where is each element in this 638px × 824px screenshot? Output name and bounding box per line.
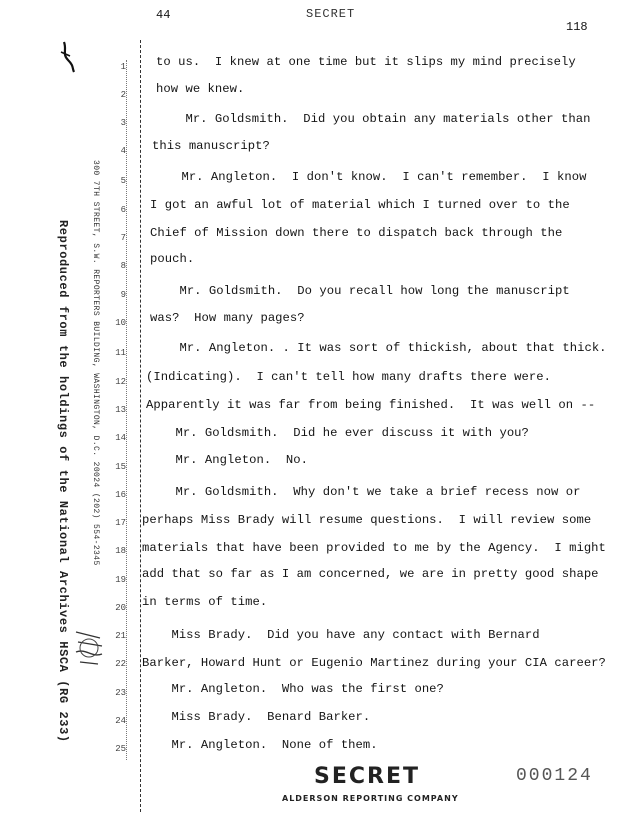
line-number: 19 bbox=[115, 575, 126, 585]
transcript-line: perhaps Miss Brady will resume questions. I will review some bbox=[142, 513, 592, 527]
transcript-line: this manuscript? bbox=[152, 139, 270, 153]
transcript-line: Mr. Goldsmith. Why don't we take a brief recess now or bbox=[146, 485, 581, 499]
secret-stamp: SECRET bbox=[314, 764, 420, 789]
line-number: 20 bbox=[115, 603, 126, 613]
transcript-line: Mr. Angleton. Who was the first one? bbox=[142, 682, 444, 696]
line-number: 5 bbox=[120, 176, 126, 186]
transcript-line: how we knew. bbox=[156, 82, 245, 96]
document-id: 000124 bbox=[516, 766, 593, 786]
line-number: 10 bbox=[115, 318, 126, 328]
transcript-line: Barker, Howard Hunt or Eugenio Martinez during your CIA career? bbox=[142, 656, 606, 670]
transcript-line: I got an awful lot of material which I turned over to the bbox=[150, 198, 570, 212]
transcript-line: Mr. Goldsmith. Did he ever discuss it with you? bbox=[146, 426, 529, 440]
reporter-address: 300 7TH STREET, S.W. REPORTERS BUILDING, WASHINGTON, D.C. 20024 (202) 554-2345 bbox=[91, 160, 100, 566]
page-number: 118 bbox=[566, 20, 588, 34]
line-number: 21 bbox=[115, 631, 126, 641]
transcript-line: materials that have been provided to me by the Agency. I might bbox=[142, 541, 606, 555]
line-number: 12 bbox=[115, 377, 126, 387]
transcript-line: Mr. Angleton. . It was sort of thickish, about that thick. bbox=[150, 341, 607, 355]
line-number: 8 bbox=[120, 261, 126, 271]
header-left-number: 44 bbox=[156, 8, 171, 22]
transcript-line: in terms of time. bbox=[142, 595, 268, 609]
transcript-line: Mr. Goldsmith. Do you recall how long the manuscript bbox=[150, 284, 570, 298]
line-number: 16 bbox=[115, 490, 126, 500]
transcript-line: Mr. Angleton. I don't know. I can't remember. I know bbox=[152, 170, 587, 184]
transcript-line: Mr. Angleton. None of them. bbox=[142, 738, 378, 752]
transcript-line: add that so far as I am concerned, we are in pretty good shape bbox=[142, 567, 599, 581]
line-number: 2 bbox=[120, 90, 126, 100]
line-number: 23 bbox=[115, 688, 126, 698]
transcript-line: Chief of Mission down there to dispatch back through the bbox=[150, 226, 563, 240]
line-number: 11 bbox=[115, 348, 126, 358]
line-number: 3 bbox=[120, 118, 126, 128]
transcript-line: (Indicating). I can't tell how many drafts there were. bbox=[146, 370, 552, 384]
line-number: 24 bbox=[115, 716, 126, 726]
line-number: 9 bbox=[120, 290, 126, 300]
line-number: 6 bbox=[120, 205, 126, 215]
transcript-line: to us. I knew at one time but it slips my mind precisely bbox=[156, 55, 576, 69]
line-number: 1 bbox=[120, 62, 126, 72]
transcript-line: Miss Brady. Benard Barker. bbox=[142, 710, 371, 724]
line-number: 14 bbox=[115, 433, 126, 443]
transcript-line: Miss Brady. Did you have any contact with Bernard bbox=[142, 628, 540, 642]
transcript-line: was? How many pages? bbox=[150, 311, 305, 325]
margin-rule-inner bbox=[126, 60, 127, 760]
transcript-line: Mr. Goldsmith. Did you obtain any materials other than bbox=[156, 112, 591, 126]
line-number: 4 bbox=[120, 146, 126, 156]
line-number: 22 bbox=[115, 659, 126, 669]
transcript-line: pouch. bbox=[150, 252, 195, 266]
line-number: 17 bbox=[115, 518, 126, 528]
line-number: 18 bbox=[115, 546, 126, 556]
line-number: 25 bbox=[115, 744, 126, 754]
transcript-line: Apparently it was far from being finished. It was well on -- bbox=[146, 398, 596, 412]
handwritten-mark-icon bbox=[58, 40, 78, 79]
transcript-line: Mr. Angleton. No. bbox=[146, 453, 309, 467]
handwritten-stamp-icon bbox=[72, 628, 106, 673]
header-secret-mark: SECRET bbox=[306, 7, 356, 21]
margin-rule bbox=[140, 40, 141, 812]
line-number: 13 bbox=[115, 405, 126, 415]
reporting-company: ALDERSON REPORTING COMPANY bbox=[282, 794, 459, 803]
line-number: 7 bbox=[120, 233, 126, 243]
line-number: 15 bbox=[115, 462, 126, 472]
archive-reproduction-note: Reproduced from the holdings of the National Archives HSCA (RG 233) bbox=[56, 220, 70, 743]
